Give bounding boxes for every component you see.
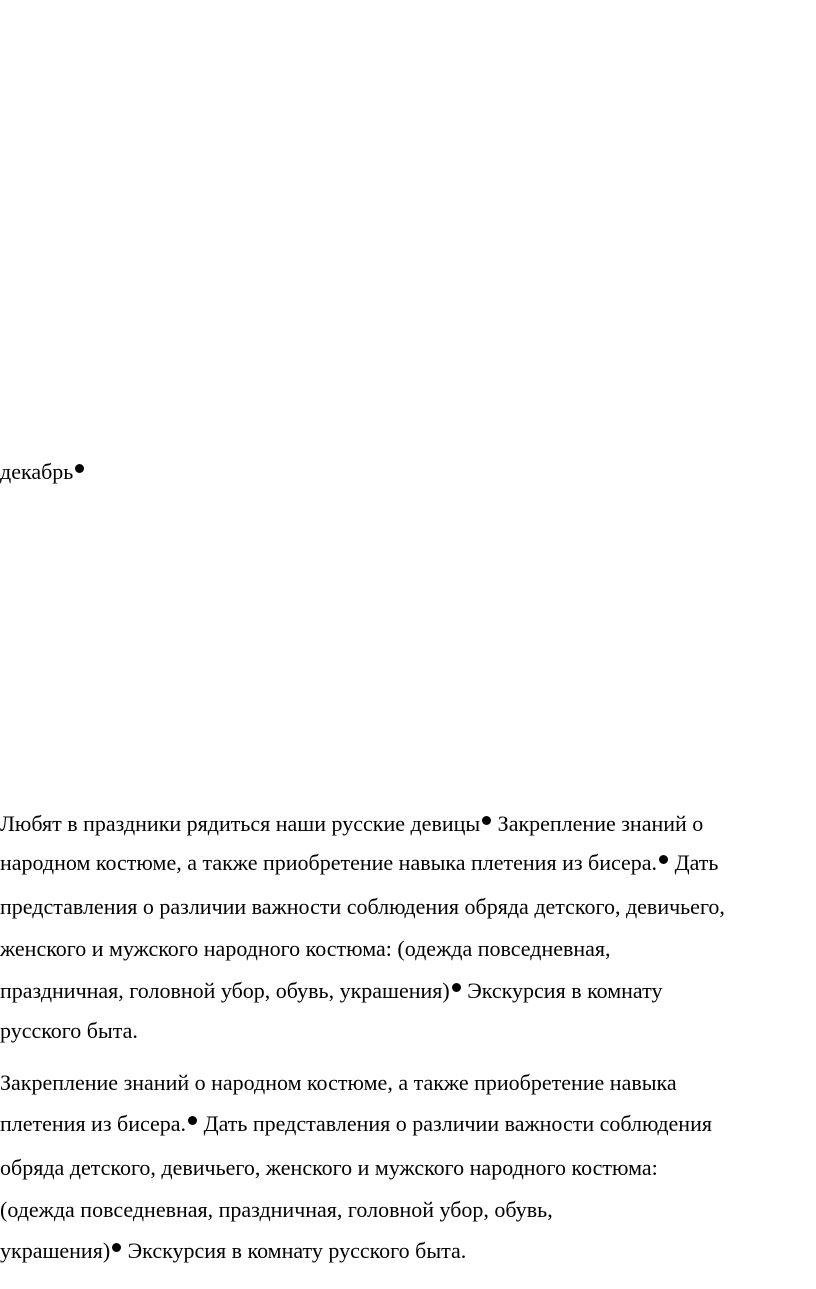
text-segment: Экскурсия в комнату русского быта.: [122, 1238, 467, 1263]
text-segment: украшения): [0, 1238, 111, 1263]
text-segment: представления о различии важности соблюдения обряда детского, девичьего,: [0, 894, 725, 919]
paragraph-1-line-4: [0, 936, 611, 962]
text-segment: Закрепление знаний о: [492, 811, 704, 836]
bullet-icon: [188, 1116, 197, 1125]
paragraph-2-line-4: [0, 1197, 553, 1223]
text-segment: Дать: [669, 850, 719, 875]
paragraph-1-line-5: [0, 978, 662, 1004]
bullet-icon: [452, 983, 461, 992]
paragraph-1-line-2: [0, 850, 718, 876]
month-label: декабрь: [0, 459, 74, 484]
text-segment: народном костюме, а также приобретение навыка плетения из бисера.: [0, 850, 658, 875]
text-segment: обряда детского, девичьего, женского и мужского народного костюма:: [0, 1155, 658, 1180]
paragraph-2-line-1: [0, 1070, 677, 1096]
paragraph-2-line-3: [0, 1155, 658, 1181]
text-segment: плетения из бисера.: [0, 1111, 187, 1136]
text-segment: Закрепление знаний о народном костюме, а также приобретение навыка: [0, 1070, 677, 1095]
bullet-icon: [659, 855, 668, 864]
bullet-icon: [112, 1243, 121, 1252]
bullet-icon: [482, 816, 491, 825]
text-segment: праздничная, головной убор, обувь, украшения): [0, 978, 450, 1003]
paragraph-2-line-5: [0, 1238, 466, 1264]
month-heading-line: [0, 459, 85, 485]
paragraph-1-line-1: [0, 811, 703, 837]
text-segment: русского быта.: [0, 1018, 138, 1043]
text-segment: женского и мужского народного костюма: (одежда повседневная,: [0, 936, 611, 961]
text-segment: (одежда повседневная, праздничная, головной убор, обувь,: [0, 1197, 553, 1222]
paragraph-1-line-3: [0, 894, 725, 920]
text-segment: Экскурсия в комнату: [461, 978, 663, 1003]
paragraph-1-line-6: [0, 1018, 138, 1044]
text-segment: Дать представления о различии важности соблюдения: [198, 1111, 712, 1136]
bullet-icon: [75, 464, 84, 473]
paragraph-2-line-2: [0, 1111, 712, 1137]
text-segment: Любят в праздники рядиться наши русские девицы: [0, 811, 481, 836]
